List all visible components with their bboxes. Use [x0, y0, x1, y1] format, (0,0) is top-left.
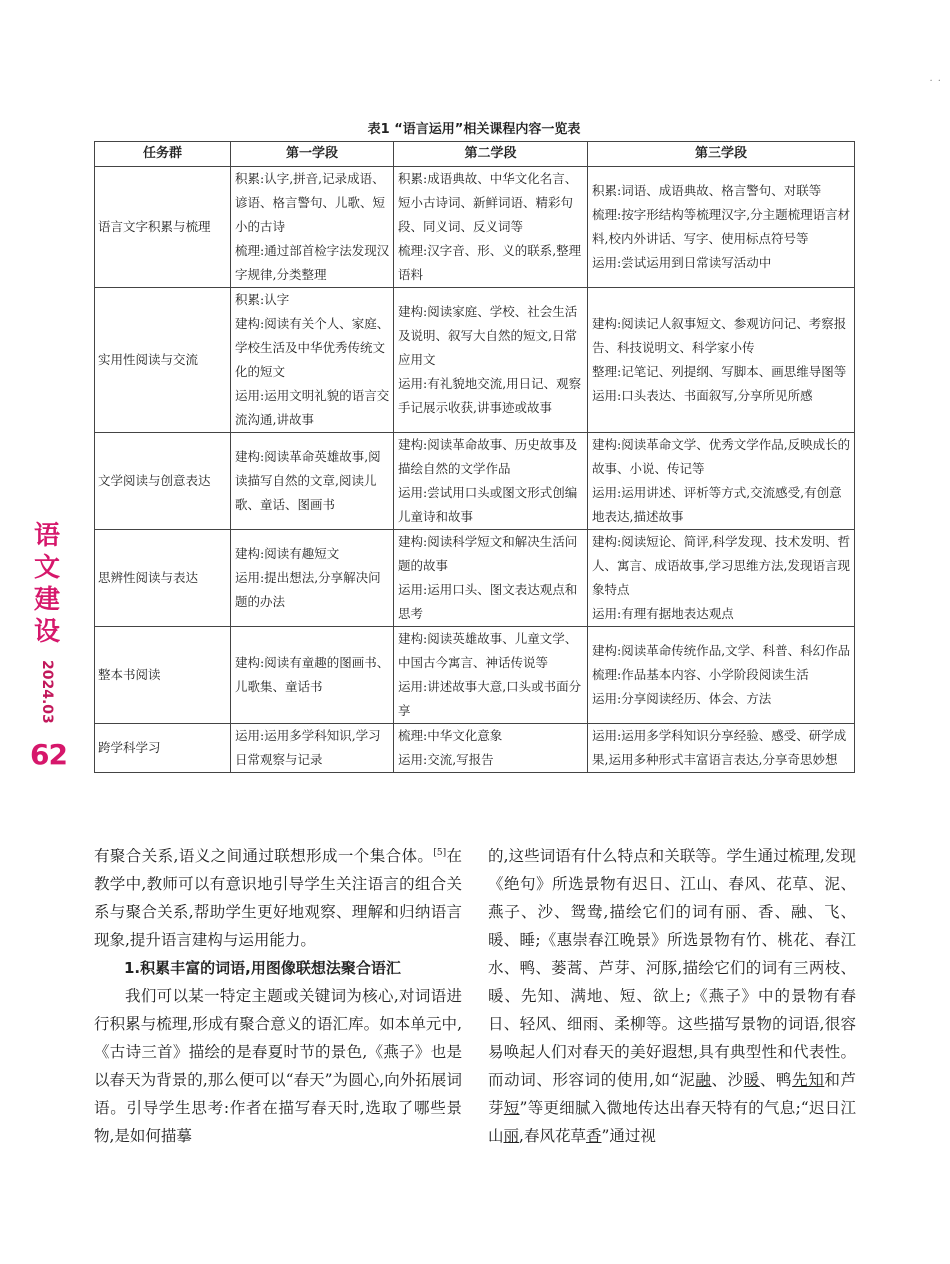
table-row [95, 530, 855, 627]
table-row [95, 288, 855, 433]
cell-segment: 运用:有理有据地表达观点 [592, 606, 734, 621]
table-row [95, 433, 855, 530]
logo-char: 设 [33, 617, 60, 647]
cell-segment: 建构:阅读有童趣的图画书、儿歌集、童话书 [235, 655, 390, 694]
table-row [95, 167, 855, 288]
row-category: 整本书阅读 [95, 627, 231, 724]
cell-stage-2 [394, 433, 588, 530]
body-column-right [488, 842, 856, 1150]
page-number: 62 [30, 737, 67, 771]
cell-segment: 建构:阅读革命故事、历史故事及描绘自然的文学作品 [398, 437, 578, 476]
paragraph [488, 842, 856, 1150]
cell-stage-3 [588, 167, 855, 288]
paragraph-text: 在教学中,教师可以有意识地引导学生关注语言的组合关系与聚合关系,帮助学生更好地观察、理解和归纳语言现象,提升语言建构与运用能力。 [94, 847, 462, 949]
cell-segment: 积累:成语典故、中华文化名言、短小古诗词、新鲜词语、精彩句段、同义词、反义词等 [398, 171, 578, 234]
header-stage-3: 第三学段 [588, 142, 855, 167]
logo-char: 语 [33, 521, 60, 551]
cell-stage-2 [394, 167, 588, 288]
paragraph-text: 和芦芽 [488, 1071, 856, 1117]
cell-segment: 运用:分享阅读经历、体会、方法 [592, 691, 772, 706]
cell-segment: 运用:有礼貌地交流,用日记、观察手记展示收获,讲事迹或故事 [398, 376, 582, 415]
cell-stage-3 [588, 530, 855, 627]
table-row [95, 627, 855, 724]
row-category: 文学阅读与创意表达 [95, 433, 231, 530]
underlined-word: 丽 [503, 1127, 520, 1145]
cell-segment: 建构:阅读短论、简评,科学发现、技术发明、哲人、寓言、成语故事,学习思维方法,发现语言现象特点 [592, 534, 851, 597]
paragraph: 我们可以某一特定主题或关键词为核心,对词语进行积累与梳理,形成有聚合意义的语汇库。如本单元中,《古诗三首》描绘的是春夏时节的景色,《燕子》也是以春天为背景的,那么便可以“春天”为圆心,向外拓展词语。引导学生思考:作者在描写春天时,选取了哪些景物,是如何描摹 [94, 987, 462, 1145]
cell-stage-1 [231, 167, 394, 288]
cell-stage-3 [588, 627, 855, 724]
cell-segment: 运用:运用多学科知识分享经验、感受、研学成果,运用多种形式丰富语言表达,分享奇思妙想 [592, 728, 847, 767]
cell-segment: 积累:认字,拼音,记录成语、谚语、格言警句、儿歌、短小的古诗 [235, 171, 386, 234]
paragraph-text: ”通过视 [601, 1127, 656, 1145]
cell-stage-1 [231, 724, 394, 773]
cell-stage-3 [588, 288, 855, 433]
section-heading: 1.积累丰富的词语,用图像联想法聚合语汇 [124, 959, 401, 977]
cell-segment: 运用:尝试用口头或图文形式创编儿童诗和故事 [398, 485, 578, 524]
cell-segment: 运用:运用多学科知识,学习日常观察与记录 [235, 728, 381, 767]
underlined-word: 先知 [792, 1071, 825, 1089]
paragraph-text: ,春风花草 [519, 1127, 586, 1145]
cell-segment: 梳理:汉字音、形、义的联系,整理语料 [398, 243, 582, 282]
corner-dots: · · [929, 76, 942, 87]
row-category: 思辨性阅读与表达 [95, 530, 231, 627]
cell-stage-1 [231, 433, 394, 530]
cell-segment: 建构:阅读科学短文和解决生活问题的故事 [398, 534, 578, 573]
cell-segment: 建构:阅读革命文学、优秀文学作品,反映成长的故事、小说、传记等 [592, 437, 851, 476]
cell-segment: 建构:阅读家庭、学校、社会生活及说明、叙写大自然的短文,日常应用文 [398, 304, 578, 367]
cell-segment: 建构:阅读革命英雄故事,阅读描写自然的文章,阅读儿歌、童话、图画书 [235, 449, 381, 512]
journal-logo [30, 520, 64, 648]
cell-stage-3 [588, 433, 855, 530]
underlined-word: 短 [503, 1099, 520, 1117]
course-content-table [94, 141, 855, 773]
cell-segment: 积累:词语、成语典故、格言警句、对联等 [592, 183, 822, 198]
cell-stage-1 [231, 288, 394, 433]
paragraph-text: 有聚合关系,语义之间通过联想形成一个集合体。 [94, 847, 434, 865]
cell-segment: 梳理:中华文化意象 [398, 728, 503, 743]
cell-segment: 梳理:通过部首检字法发现汉字规律,分类整理 [235, 243, 390, 282]
cell-stage-2 [394, 724, 588, 773]
paragraph-text: 、鸭 [759, 1071, 793, 1089]
cell-stage-1 [231, 530, 394, 627]
table-header-row [95, 142, 855, 167]
cell-segment: 运用:运用口头、图文表达观点和思考 [398, 582, 578, 621]
cell-stage-2 [394, 288, 588, 433]
table-row [95, 724, 855, 773]
cell-stage-2 [394, 530, 588, 627]
cell-segment: 积累:认字 [235, 292, 290, 307]
body-column-left [94, 842, 462, 1150]
underlined-word: 融 [695, 1071, 712, 1089]
cell-segment: 运用:交流,写报告 [398, 752, 494, 767]
row-category: 语言文字积累与梳理 [95, 167, 231, 288]
cell-segment: 运用:提出想法,分享解决问题的办法 [235, 570, 381, 609]
cell-stage-1 [231, 627, 394, 724]
underlined-word: 香 [585, 1127, 602, 1145]
cell-segment: 建构:阅读革命传统作品,文学、科普、科幻作品 [592, 643, 851, 658]
cell-segment: 建构:阅读有关个人、家庭、学校生活及中华优秀传统文化的短文 [235, 316, 390, 379]
row-category: 跨学科学习 [95, 724, 231, 773]
header-task-group: 任务群 [95, 142, 231, 167]
cell-segment: 整理:记笔记、列提纲、写脚本、画思维导图等 [592, 364, 847, 379]
header-stage-2: 第二学段 [394, 142, 588, 167]
paragraph-text: 、沙 [711, 1071, 744, 1089]
logo-char: 建 [33, 585, 60, 615]
header-stage-1: 第一学段 [231, 142, 394, 167]
cell-segment: 运用:运用文明礼貌的语言交流沟通,讲故事 [235, 388, 390, 427]
row-category: 实用性阅读与交流 [95, 288, 231, 433]
cell-segment: 运用:讲述故事大意,口头或书面分享 [398, 679, 582, 718]
paragraph-text: ”等更细腻入微地传达出春天特有的气息;“迟日江山 [488, 1099, 856, 1145]
cell-stage-3 [588, 724, 855, 773]
paragraph-text: 的,这些词语有什么特点和关联等。学生通过梳理,发现《绝句》所选景物有迟日、江山、春风、花草、泥、燕子、沙、鸳鸯,描绘它们的词有丽、香、融、飞、暖、睡;《惠崇春江晚景》所选景物有竹、桃花、春江水、鸭、蒌蒿、芦芽、河豚,描绘它们的词有三两枝、暖、先知、满地、短、欲上;《燕子》中的景物有春日、轻风、细雨、柔柳等。这些描写景物的词语,很容易唤起人们对春天的美好遐想,具有典型性和代表性。而动词、形容词的使用,如“泥 [488, 847, 856, 1089]
cell-segment: 建构:阅读有趣短文 [235, 546, 340, 561]
issue-number: 2024.03 [39, 660, 55, 724]
table-title: 表1 “语言运用”相关课程内容一览表 [367, 122, 581, 137]
cell-segment: 建构:阅读英雄故事、儿童文学、中国古今寓言、神话传说等 [398, 631, 578, 670]
reference-mark: [5] [433, 847, 447, 858]
cell-segment: 梳理:按字形结构等梳理汉字,分主题梳理语言材料,校内外讲话、写字、使用标点符号等 [592, 207, 851, 246]
cell-segment: 运用:口头表达、书面叙写,分享所见所感 [592, 388, 813, 403]
paragraph [94, 842, 462, 954]
underlined-word: 暖 [743, 1071, 760, 1089]
logo-char: 文 [33, 553, 60, 583]
cell-segment: 运用:运用讲述、评析等方式,交流感受,有创意地表达,描述故事 [592, 485, 842, 524]
cell-segment: 梳理:作品基本内容、小学阶段阅读生活 [592, 667, 809, 682]
cell-segment: 建构:阅读记人叙事短文、参观访问记、考察报告、科技说明文、科学家小传 [592, 316, 847, 355]
cell-stage-2 [394, 627, 588, 724]
cell-segment: 运用:尝试运用到日常读写活动中 [592, 255, 772, 270]
journal-sidebar [30, 520, 67, 771]
